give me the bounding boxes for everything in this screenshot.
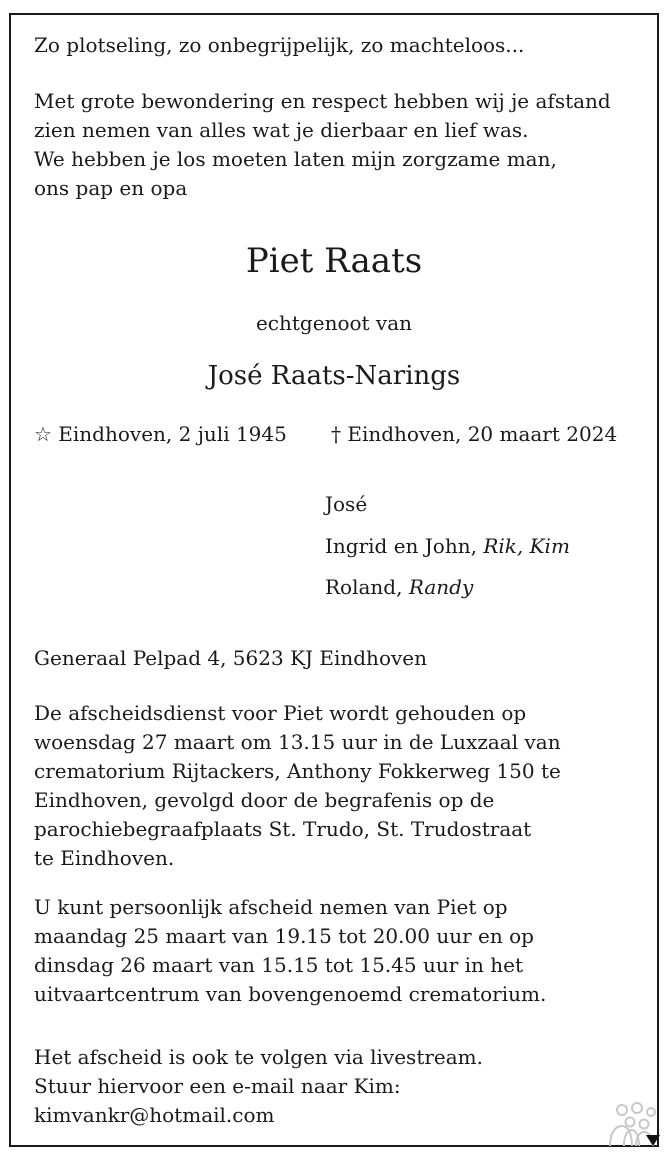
- arrow-down-icon[interactable]: [646, 1135, 660, 1146]
- cross-icon: †: [331, 422, 341, 446]
- intro-line: Zo plotseling, zo onbegrijpelijk, zo machteloos...: [34, 33, 525, 57]
- death-date: [331, 420, 617, 448]
- service-line: crematorium Rijtackers, Anthony Fokkerweg 150 te: [34, 759, 561, 783]
- service-line: te Eindhoven.: [34, 846, 175, 870]
- star-icon: ☆: [34, 422, 52, 446]
- birth-date-text: Eindhoven, 2 juli 1945: [58, 422, 287, 446]
- deceased-name: Piet Raats: [245, 241, 423, 281]
- home-address: Generaal Pelpad 4, 5623 KJ Eindhoven: [34, 646, 427, 670]
- intro-paragraph-line: We hebben je los moeten laten mijn zorgzame man,: [34, 147, 557, 171]
- death-date-text: Eindhoven, 20 maart 2024: [347, 422, 618, 446]
- family-names: Roland,: [325, 575, 403, 599]
- visitation-line: U kunt persoonlijk afscheid nemen van Piet op: [34, 895, 508, 919]
- family-names: Ingrid en John,: [325, 534, 477, 558]
- livestream-line: Stuur hiervoor een e-mail naar Kim:: [34, 1074, 401, 1098]
- family-line: [325, 573, 473, 601]
- intro-paragraph-line: Met grote bewondering en respect hebben wij je afstand: [34, 89, 611, 113]
- family-grandchildren: Rik, Kim: [483, 534, 570, 558]
- birth-date: [34, 420, 287, 448]
- service-line: woensdag 27 maart om 13.15 uur in de Luxzaal van: [34, 730, 561, 754]
- spouse-label: echtgenoot van: [255, 311, 413, 335]
- service-line: parochiebegraafplaats St. Trudo, St. Trudostraat: [34, 817, 532, 841]
- service-line: Eindhoven, gevolgd door de begrafenis op de: [34, 788, 495, 812]
- visitation-line: maandag 25 maart van 19.15 tot 20.00 uur en op: [34, 924, 534, 948]
- service-line: De afscheidsdienst voor Piet wordt gehouden op: [34, 701, 527, 725]
- family-line: [325, 532, 570, 560]
- intro-paragraph-line: zien nemen van alles wat je dierbaar en lief was.: [34, 118, 529, 142]
- visitation-line: dinsdag 26 maart van 15.15 tot 15.45 uur in het: [34, 953, 524, 977]
- family-grandchildren: Randy: [408, 575, 474, 599]
- family-line: José: [325, 492, 368, 516]
- livestream-line: Het afscheid is ook te volgen via livestream.: [34, 1045, 484, 1069]
- visitation-line: uitvaartcentrum van bovengenoemd crematorium.: [34, 982, 547, 1006]
- spouse-name: José Raats-Narings: [207, 361, 461, 391]
- intro-paragraph-line: ons pap en opa: [34, 176, 188, 200]
- email-link[interactable]: kimvankr@hotmail.com: [34, 1103, 275, 1127]
